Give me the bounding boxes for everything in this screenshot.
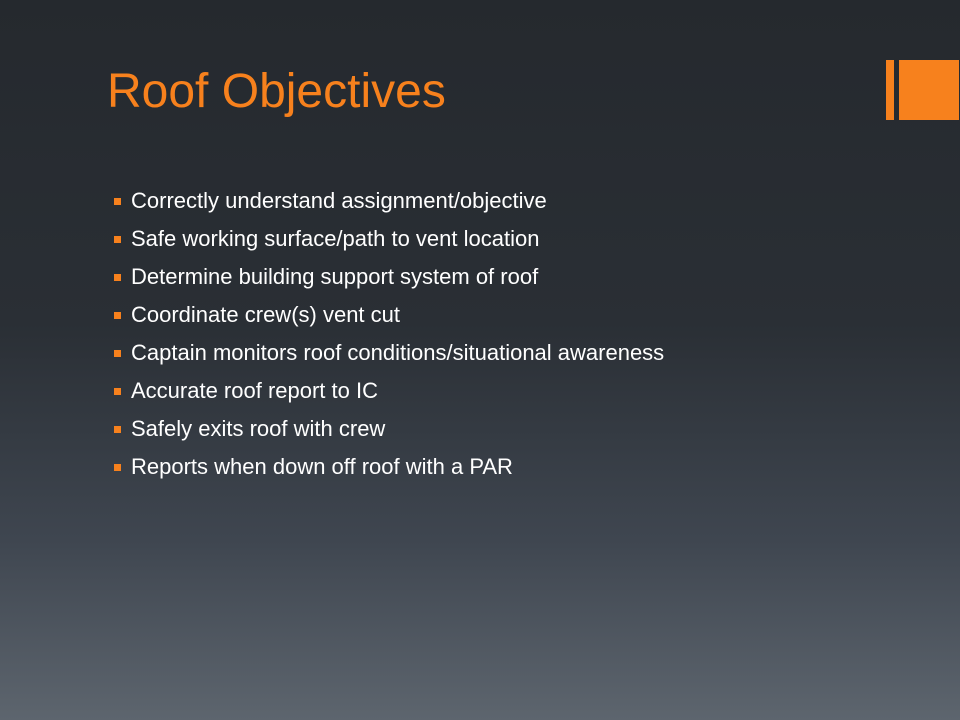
bullet-item [114, 296, 664, 334]
square-bullet-icon [114, 464, 121, 471]
square-bullet-icon [114, 198, 121, 205]
bullet-text: Coordinate crew(s) vent cut [131, 302, 400, 327]
bullet-item [114, 220, 664, 258]
square-bullet-icon [114, 388, 121, 395]
slide-title: Roof Objectives [107, 65, 446, 118]
accent-box [899, 60, 959, 120]
accent-decoration [886, 60, 946, 120]
bullet-item [114, 448, 664, 486]
square-bullet-icon [114, 426, 121, 433]
bullet-item [114, 410, 664, 448]
square-bullet-icon [114, 350, 121, 357]
bullet-text: Accurate roof report to IC [131, 378, 378, 403]
bullet-text: Safe working surface/path to vent location [131, 226, 540, 251]
bullet-text: Reports when down off roof with a PAR [131, 454, 513, 479]
bullet-list [114, 182, 664, 486]
square-bullet-icon [114, 274, 121, 281]
bullet-item [114, 372, 664, 410]
bullet-text: Determine building support system of roof [131, 264, 539, 289]
bullet-text: Correctly understand assignment/objective [131, 188, 547, 213]
bullet-item [114, 334, 664, 372]
bullet-text: Captain monitors roof conditions/situational awareness [131, 340, 665, 365]
bullet-item [114, 182, 664, 220]
bullet-text: Safely exits roof with crew [131, 416, 386, 441]
bullet-item [114, 258, 664, 296]
square-bullet-icon [114, 312, 121, 319]
accent-bar [886, 60, 894, 120]
square-bullet-icon [114, 236, 121, 243]
